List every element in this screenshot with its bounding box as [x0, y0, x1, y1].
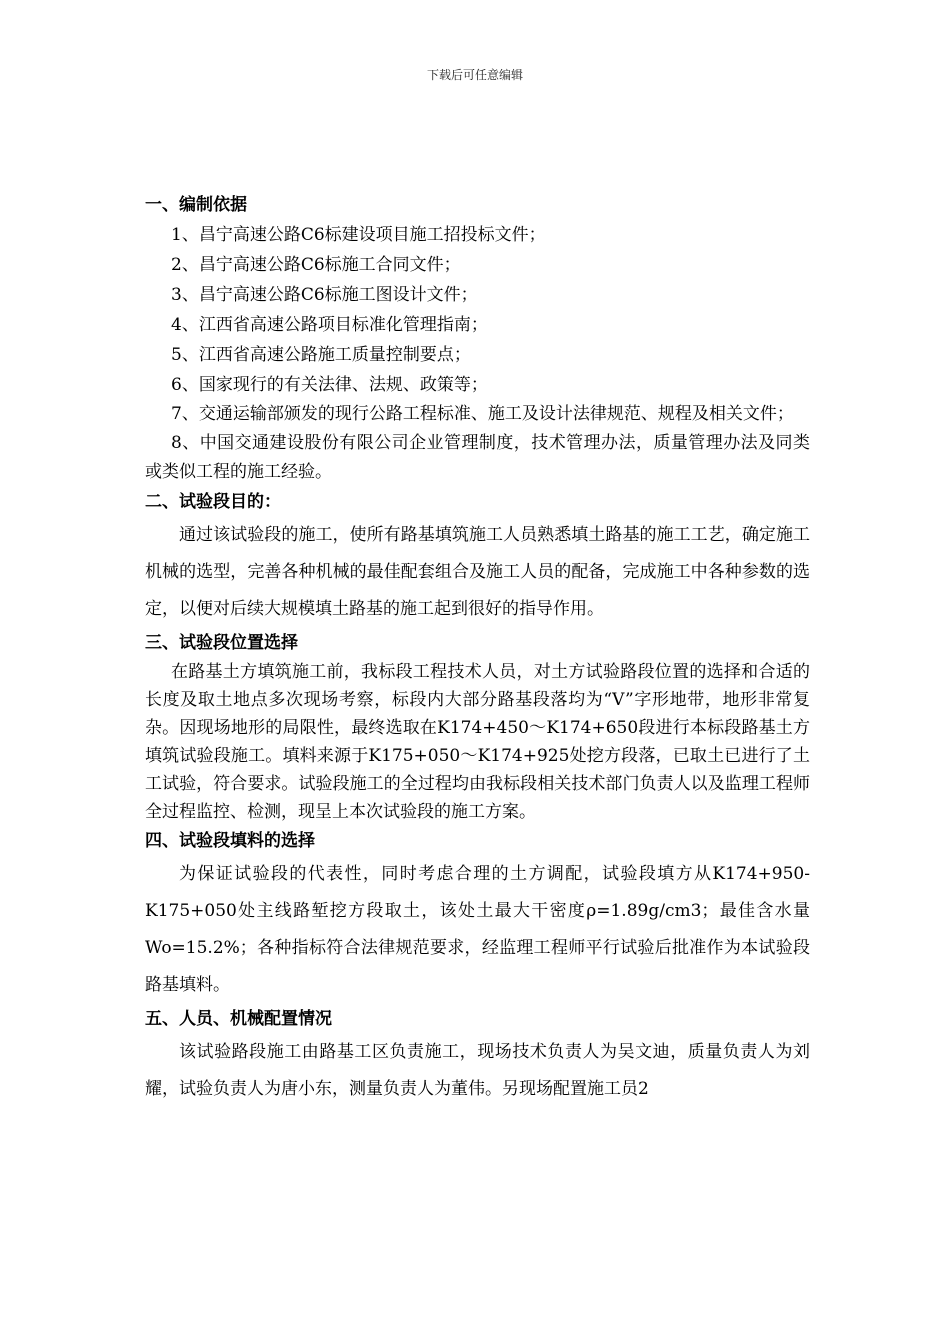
section-heading: 一、编制依据: [145, 195, 247, 215]
list-item: 4、江西省高速公路项目标准化管理指南；: [171, 315, 488, 335]
section-fill-material: [145, 826, 810, 1004]
section-heading: 三、试验段位置选择: [145, 633, 298, 653]
list-item: 7、交通运输部颁发的现行公路工程标准、施工及设计法律规范、规程及相关文件；: [171, 404, 794, 424]
section-compilation-basis: [145, 190, 810, 487]
section-location-selection: [145, 628, 810, 826]
page-header-note: 下载后可任意编辑: [426, 68, 523, 82]
section-heading: 四、试验段填料的选择: [145, 831, 315, 851]
list-item: 5、江西省高速公路施工质量控制要点；: [171, 345, 471, 365]
list-item: 8、中国交通建设股份有限公司企业管理制度，技术管理办法，质量管理办法及同类或类似工程的施工经验。: [145, 433, 810, 482]
section-test-purpose: [145, 487, 810, 628]
section-paragraph: 通过该试验段的施工，使所有路基填筑施工人员熟悉填土路基的施工工艺，确定施工机械的选型，完善各种机械的最佳配套组合及施工人员的配备，完成施工中各种参数的选定，以便对后续大规模填土路基的施工起到很好的指导作用。: [145, 525, 810, 619]
section-paragraph: 为保证试验段的代表性，同时考虑合理的土方调配，试验段填方从K174+950-K175+050处主线路堑挖方段取土，该处土最大干密度ρ=1.89g/cm3；最佳含水量Wo=15.2%；各种指标符合法律规范要求，经监理工程师平行试验后批准作为本试验段路基填料。: [145, 864, 810, 995]
section-heading: 二、试验段目的：: [145, 492, 281, 512]
section-staffing-machinery: [145, 1004, 810, 1108]
section-paragraph: 在路基土方填筑施工前，我标段工程技术人员，对土方试验路段位置的选择和合适的长度及取土地点多次现场考察，标段内大部分路基段落均为“V”字形地带，地形非常复杂。因现场地形的局限性，最终选取在K174+450～K174+650段进行本标段路基土方填筑试验段施工。填料来源于K175+050～K174+925处挖方段落，已取土已进行了土工试验，符合要求。试验段施工的全过程均由我标段相关技术部门负责人以及监理工程师全过程监控、检测，现呈上本次试验段的施工方案。: [145, 662, 810, 822]
list-item: 1、昌宁高速公路C6标建设项目施工招投标文件；: [171, 225, 546, 245]
section-paragraph: 该试验路段施工由路基工区负责施工，现场技术负责人为吴文迪，质量负责人为刘耀，试验负责人为唐小东，测量负责人为董伟。另现场配置施工员2: [145, 1042, 810, 1099]
document-body: [145, 190, 810, 1108]
list-item: 2、昌宁高速公路C6标施工合同文件；: [171, 255, 461, 275]
section-heading: 五、人员、机械配置情况: [145, 1009, 332, 1029]
list-item: 6、国家现行的有关法律、法规、政策等；: [171, 375, 488, 395]
list-item: 3、昌宁高速公路C6标施工图设计文件；: [171, 285, 478, 305]
